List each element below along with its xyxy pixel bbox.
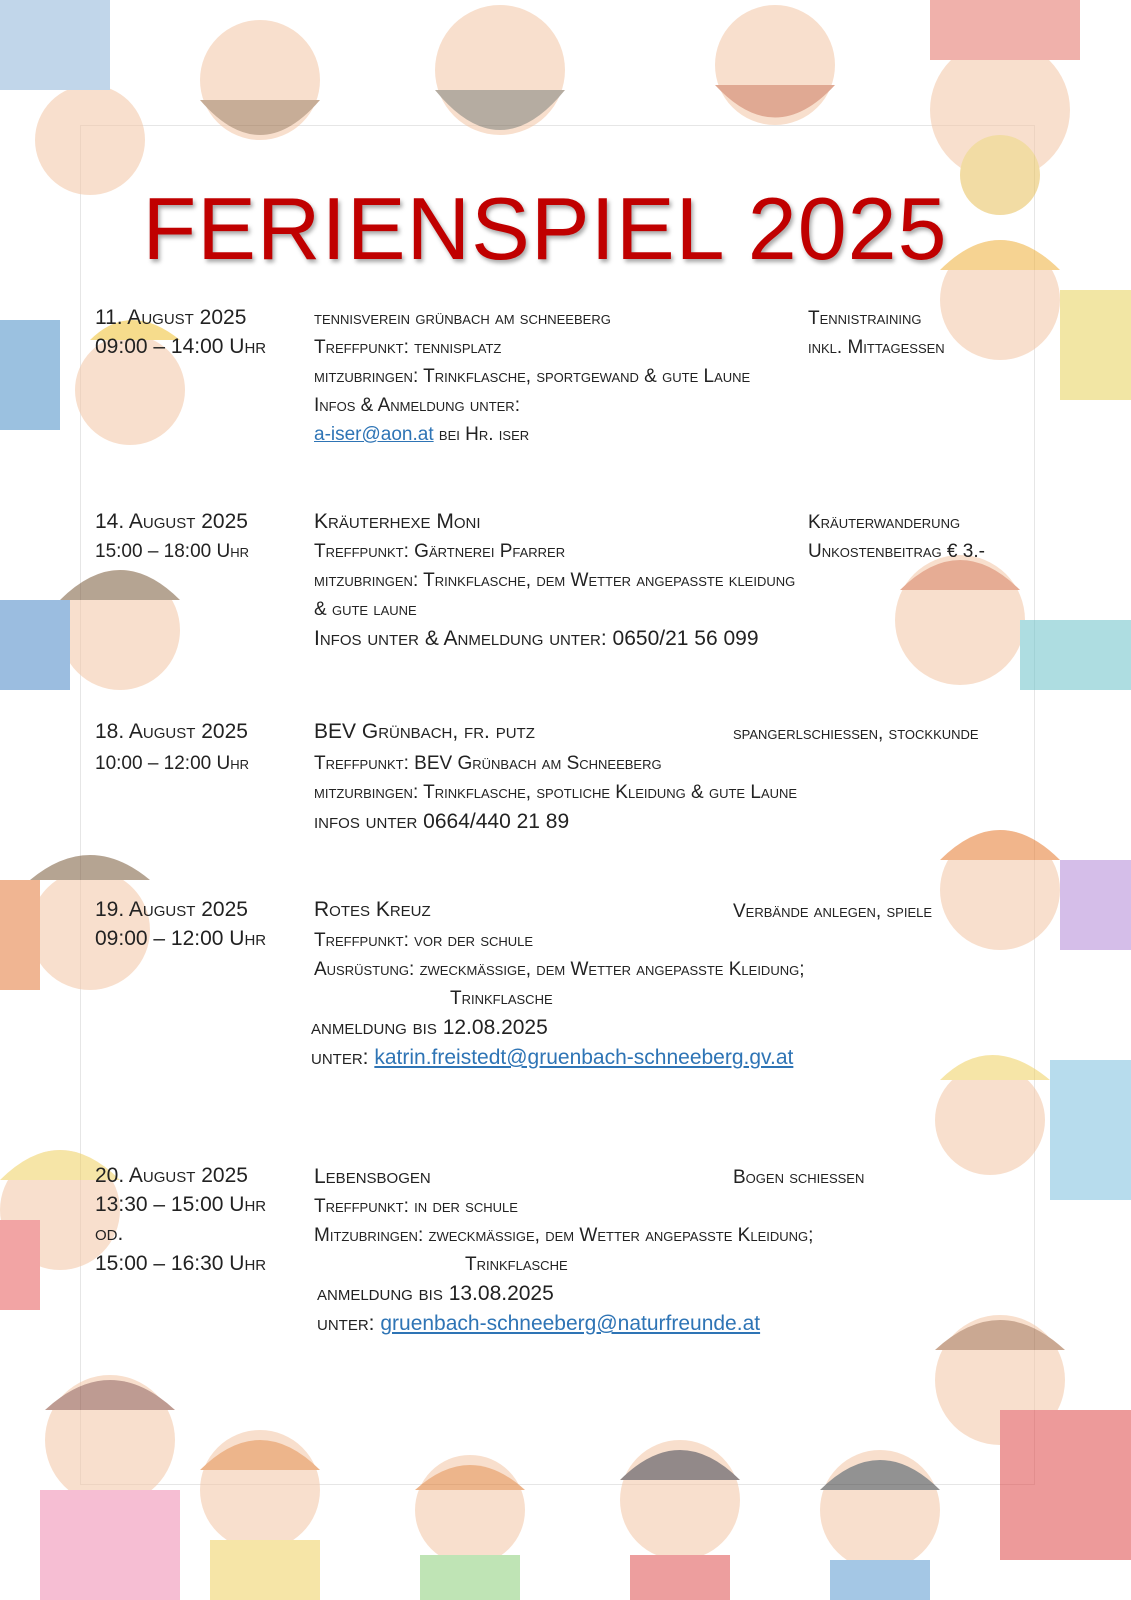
email-link[interactable]: katrin.freistedt@gruenbach-schneeberg.gv.at (374, 1046, 794, 1069)
event-contact (317, 1312, 760, 1336)
event-organizer: BEV Grünbach, fr. putz (314, 720, 535, 743)
event-bring: mitzurbingen: Trinkflasche, spotliche Kleidung & gute Laune (314, 782, 798, 803)
event-organizer: Kräuterhexe Moni (314, 510, 481, 533)
event-registration: anmeldung bis 13.08.2025 (317, 1282, 554, 1305)
event-equipment-continued: Trinkflasche (450, 988, 553, 1009)
event-bring-continued: Trinkflasche (465, 1254, 568, 1275)
contact-prefix: unter: (317, 1312, 375, 1335)
cartoon-child-icon (0, 855, 150, 990)
event-date: 20. August 2025 (95, 1164, 248, 1187)
event-organizer: Rotes Kreuz (314, 898, 431, 921)
event-activity-detail: Unkostenbeitrag € 3.- (808, 541, 985, 562)
event-organizer: Lebensbogen (314, 1165, 431, 1188)
cartoon-child-icon (0, 0, 145, 195)
cartoon-child-icon (940, 830, 1131, 950)
event-info: Infos unter & Anmeldung unter: 0650/21 56 099 (314, 627, 759, 650)
event-registration: anmeldung bis 12.08.2025 (311, 1016, 548, 1039)
event-time: 09:00 – 14:00 Uhr (95, 335, 267, 358)
event-activity: Bogen schießen (733, 1167, 865, 1188)
event-time: 10:00 – 12:00 Uhr (95, 753, 249, 774)
cartoon-child-icon (620, 1440, 740, 1600)
event-info: Infos & Anmeldung unter: (314, 395, 520, 416)
event-activity: Tennistraining (808, 308, 922, 329)
cartoon-child-icon (435, 5, 565, 135)
cartoon-child-icon (935, 1055, 1131, 1200)
event-date: 14. August 2025 (95, 510, 248, 533)
event-activity-detail: inkl. Mittagessen (808, 337, 945, 358)
cartoon-child-icon (0, 570, 180, 690)
event-bring: Mitzubringen: zweckmäßige, dem Wetter angepasste Kleidung; (314, 1225, 814, 1246)
event-time-alternative: 15:00 – 16:30 Uhr (95, 1252, 267, 1275)
event-info: infos unter 0664/440 21 89 (314, 810, 570, 833)
email-link[interactable]: gruenbach-schneeberg@naturfreunde.at (380, 1312, 761, 1335)
cartoon-child-icon (40, 1375, 180, 1600)
cartoon-child-icon (200, 20, 320, 140)
event-bring: mitzubringen: Trinkflasche, sportgewand & gute Laune (314, 366, 751, 387)
event-date: 18. August 2025 (95, 720, 248, 743)
event-organizer: tennisverein grünbach am schneeberg (314, 308, 611, 329)
contact-prefix: unter: (311, 1046, 369, 1069)
event-activity: spangerlschießen, stockkunde (733, 723, 979, 744)
cartoon-child-icon (895, 555, 1131, 690)
cartoon-child-icon (200, 1430, 320, 1600)
event-meeting-point: Treffpunkt: vor der schule (314, 930, 534, 951)
event-meeting-point: Treffpunkt: Gärtnerei Pfarrer (314, 541, 566, 562)
event-bring-continued: & gute laune (314, 599, 417, 620)
contact-suffix: bei Hr. iser (438, 424, 530, 445)
event-time: 13:30 – 15:00 Uhr (95, 1193, 267, 1216)
event-meeting-point: Treffpunkt: BEV Grünbach am Schneeberg (314, 753, 662, 774)
event-contact (311, 1046, 793, 1070)
event-activity: Kräuterwanderung (808, 512, 961, 533)
event-date: 11. August 2025 (95, 306, 247, 329)
event-contact (314, 423, 529, 447)
page-title: FERIENSPIEL 2025 (142, 179, 948, 278)
event-activity: Verbände anlegen, spiele (733, 901, 933, 922)
event-date: 19. August 2025 (95, 898, 248, 921)
cartoon-child-icon (415, 1455, 525, 1600)
event-meeting-point: Treffpunkt: tennisplatz (314, 337, 502, 358)
cartoon-child-icon (820, 1450, 940, 1600)
event-meeting-point: Treffpunkt: in der schule (314, 1196, 518, 1217)
event-time: 15:00 – 18:00 Uhr (95, 541, 249, 562)
email-link[interactable]: a-iser@aon.at (314, 424, 434, 445)
cartoon-child-icon (935, 1315, 1131, 1560)
event-bring: mitzubringen: Trinkflasche, dem Wetter angepasste kleidung (314, 570, 796, 591)
event-equipment: Ausrüstung: zweckmäßige, dem Wetter angepasste Kleidung; (314, 959, 805, 980)
event-time-or: od. (95, 1222, 124, 1245)
event-time: 09:00 – 12:00 Uhr (95, 927, 267, 950)
cartoon-child-icon (715, 5, 835, 125)
